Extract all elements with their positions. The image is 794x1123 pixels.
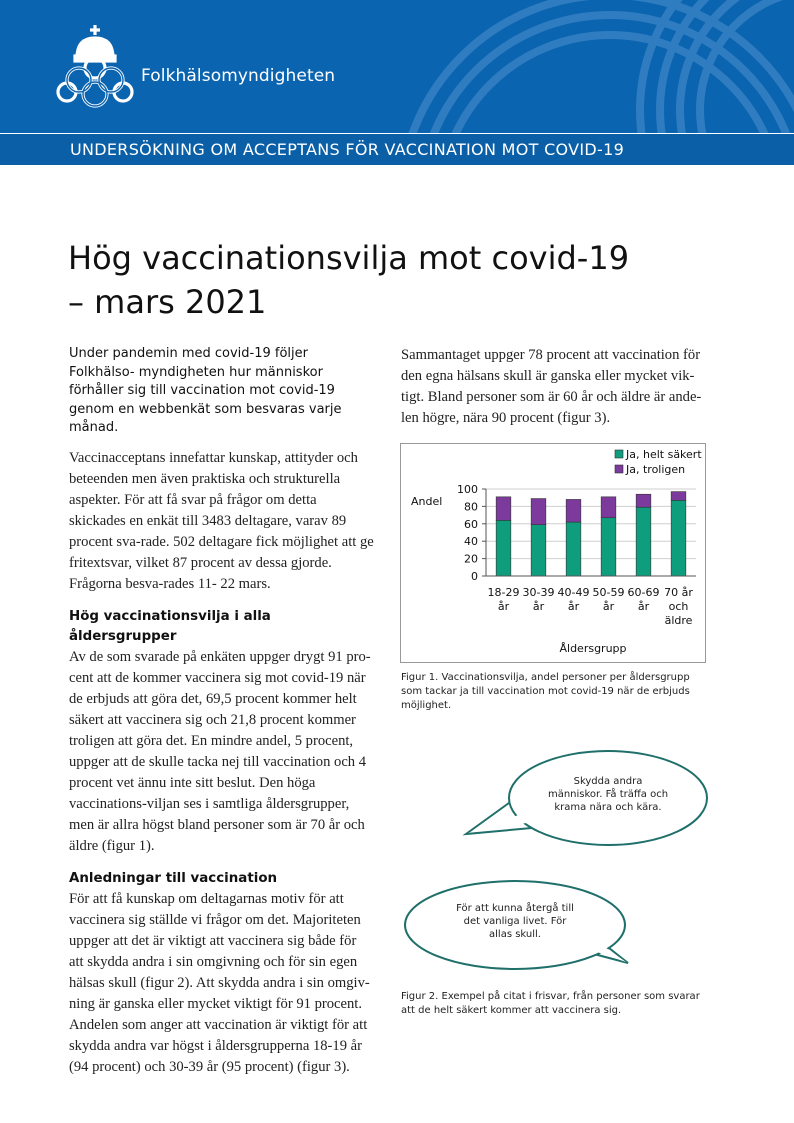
x-tick-label: 60-69 [627,586,660,599]
x-tick-label: äldre [664,614,693,627]
bar-helt-sakert [531,525,546,576]
x-tick-label: år [567,600,580,613]
page-title [68,236,708,324]
quote-1-line-1: Skydda andra [573,776,643,787]
organization-name: Folkhälsomyndigheten [141,66,336,86]
paragraph-willingness: Av de som svarade på enkäten uppger drygt 91 pro-cent att de kommer vaccinera sig mot covid-19 när de erbjuds att göra det, 69,5 procent kommer helt säkert att vaccinera sig och 21,8 procent kommer troligen att göra det. En mindre andel, 5 procent, uppger att de skulle tacka nej till vaccination och 4 procent vet ännu inte sitt beslut. Den höga vaccinations-viljan ses i samtliga åldersgrupper, men är allra högst bland personer som är 70 år och äldre (figur 1). [69,648,371,854]
x-tick-label: 40-49 [557,586,590,599]
x-tick-label: år [532,600,545,613]
x-tick-label: och [668,600,689,613]
x-tick-label: år [602,600,615,613]
bar-helt-sakert [636,507,651,576]
figure1-caption: Figur 1. Vaccinationsvilja, andel personer per åldersgrupp som tackar ja till vaccination mot covid-19 när de erbjuds möjlighet. [401,672,690,711]
stacked-bar-chart [401,444,705,662]
bar-troligen [601,497,616,518]
quote-2-line-1: För att kunna återgå till [456,903,574,914]
figure2-caption: Figur 2. Exempel på citat i frisvar, från personer som svarar att de helt säkert kommer att vaccinera sig. [401,991,700,1016]
x-axis-label: Åldersgrupp [559,642,627,655]
bar-troligen [636,494,651,507]
x-tick-label: år [497,600,510,613]
bar-troligen [496,497,511,520]
header-banner [0,0,794,133]
y-tick-label: 100 [457,483,478,496]
heading-reasons: Anledningar till vaccination [69,870,278,886]
legend-swatch [615,465,623,473]
page-title-line2: – mars 2021 [68,283,267,321]
intro-lead: Under pandemin med covid-19 följer Folkhälso- myndigheten hur människor förhåller sig till vaccination mot covid-19 genom en webbenkät som besvaras varje månad. [69,346,342,435]
y-tick-label: 40 [464,535,478,549]
bar-helt-sakert [496,520,511,576]
x-tick-label: 30-39 [522,586,555,599]
legend-swatch [615,450,623,458]
bar-helt-sakert [566,522,581,576]
crown-logo-icon [55,22,135,117]
quote-1-line-2: människor. Få träffa och [547,789,669,800]
legend-label: Ja, troligen [626,463,686,476]
page-title-line1: Hög vaccinationsvilja mot covid-19 [68,239,630,277]
quote-bubbles [400,745,730,985]
quote-1-line-3: krama nära och kära. [554,802,662,813]
bar-troligen [671,492,686,501]
left-column [69,345,374,1078]
right-column [401,345,706,429]
x-tick-label: 18-29 [487,586,520,599]
y-tick-label: 60 [464,517,478,531]
x-tick-label: 50-59 [592,586,625,599]
x-tick-label: 70 år [664,586,693,599]
paragraph-reasons: För att få kunskap om deltagarnas motiv för att vaccinera sig ställde vi frågor om det. Majoriteten uppger att det är viktigt att vaccinera sig både för att skydda andra i sin omgivning och för sin egen hälsas skull (figur 2). Att skydda andra i sin omgiv-ning är ganska eller mycket viktigt för 91 procent. Andelen som anger att vaccination är viktigt för att skydda andra var högst i åldersgrupperna 18-19 år (94 procent) och 30-39 år (95 procent) (figur 3). [69,890,370,1075]
y-tick-label: 20 [464,552,478,566]
quote-2-line-3: allas skull. [489,929,541,940]
report-series-title: UNDERSÖKNING OM ACCEPTANS FÖR VACCINATION MOT COVID-19 [70,140,625,159]
y-axis-label: Andel [411,495,443,508]
bar-helt-sakert [601,518,616,576]
y-tick-label: 0 [471,570,478,583]
bar-helt-sakert [671,500,686,576]
x-tick-label: år [637,600,650,613]
quote-bubble-2 [405,881,628,969]
legend-label: Ja, helt säkert [626,448,702,461]
figure1-chart [400,443,706,663]
quote-bubble-1 [466,751,707,845]
paragraph-method: Vaccinacceptans innefattar kunskap, attityder och beteenden men även praktiska och strukturella aspekter. För att få svar på frågor om detta skickades en enkät till 3483 deltagare, varav 89 procent sva-rade. 502 deltagare fick möjlighet att ge fritextsvar, vilket 87 procent av dessa gjorde. Frågorna besva-rades 11- 22 mars. [69,449,374,592]
quote-2-line-2: det vanliga livet. För [463,916,567,927]
bar-troligen [531,499,546,525]
bar-troligen [566,499,581,522]
heading-age-groups: Hög vaccinationsvilja i alla åldersgrupper [69,608,271,644]
y-tick-label: 80 [464,500,478,514]
paragraph-own-health: Sammantaget uppger 78 procent att vaccination för den egna hälsans skull är ganska eller mycket vik-tigt. Bland personer som är 60 år och äldre är ande-len högre, nära 90 procent (figur 3). [401,347,702,426]
